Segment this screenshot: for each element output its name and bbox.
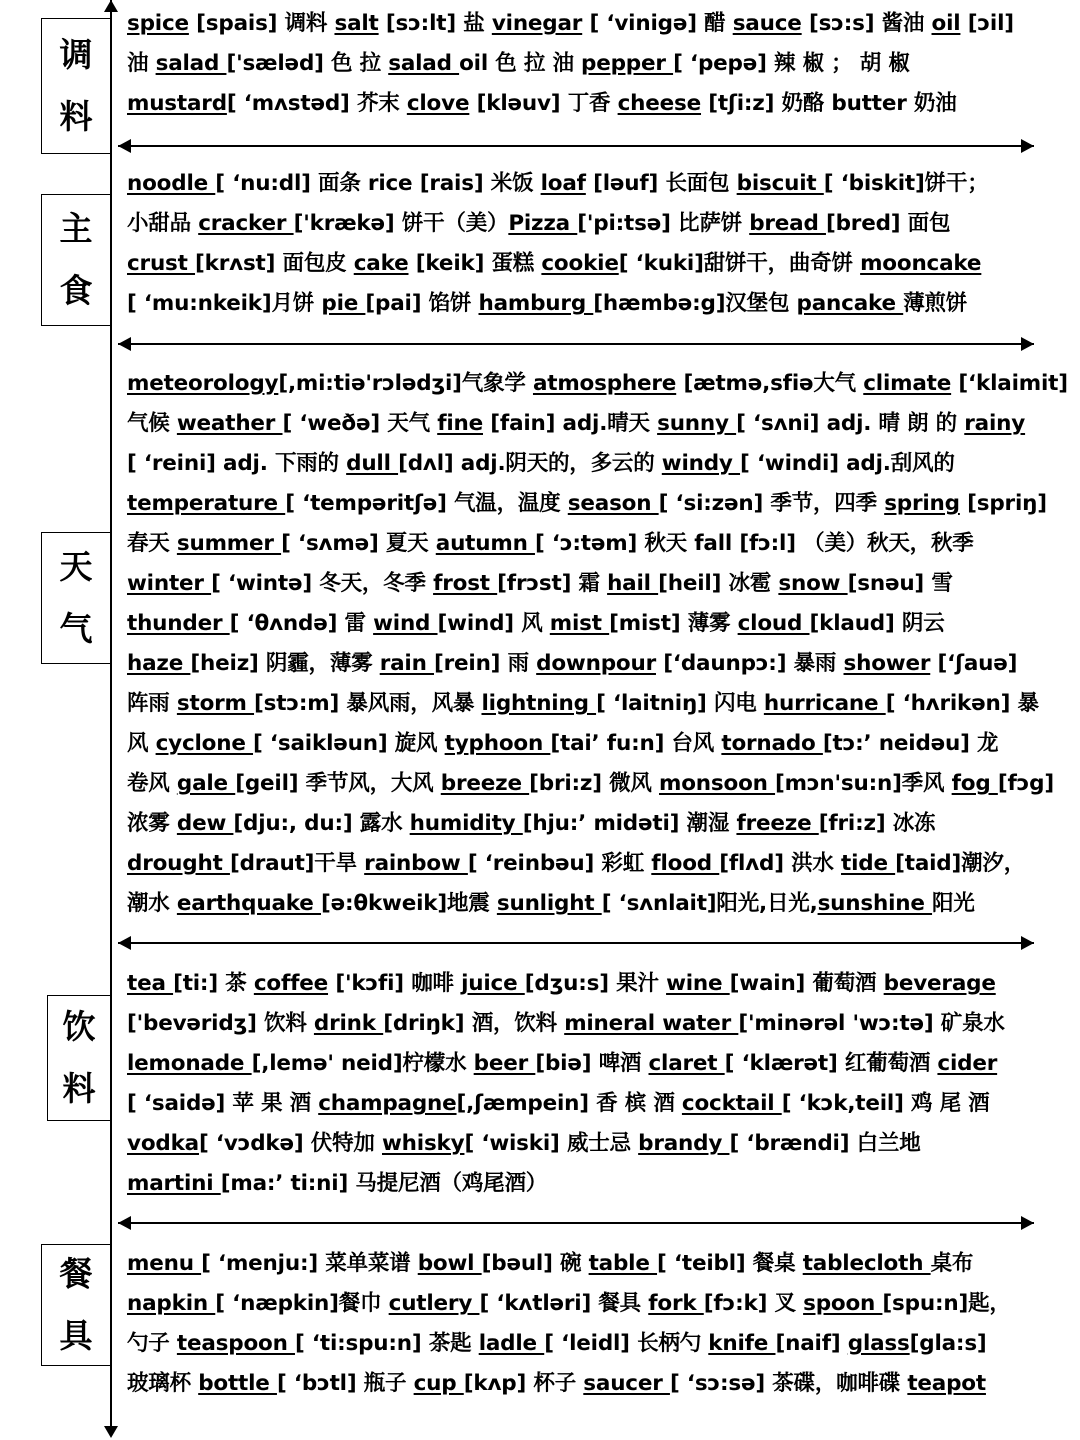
vocab-gloss: 勺子 [127, 1331, 177, 1356]
category-char: 饮 [62, 1007, 96, 1046]
vocab-line [127, 564, 1039, 604]
vocab-gloss: 阳光 [932, 891, 975, 916]
vocab-gloss: [kləuv] 丁香 [469, 91, 618, 116]
vocab-word: gale [176, 771, 236, 796]
section-staple-food [127, 164, 1039, 324]
vocab-line [127, 1124, 1039, 1164]
vocab-word: menu [127, 1251, 202, 1276]
vocab-line [127, 204, 1039, 244]
vocab-word: haze [127, 651, 191, 676]
vocab-line [127, 1084, 1039, 1124]
vocab-gloss: 阵雨 [127, 691, 177, 716]
vocab-gloss: [ ʻsaidə] 苹 果 酒 [127, 1091, 319, 1116]
vocab-gloss: [ ʻbɔtl] 瓶子 [276, 1371, 414, 1396]
vocab-gloss: [geil] 季节风，大风 [235, 771, 441, 796]
vocab-line [127, 844, 1039, 884]
vocab-gloss: [heiz] 阴霾，薄雾 [190, 651, 380, 676]
vocab-word: rainbow [364, 851, 468, 876]
vocab-gloss: [ ʻwintə] 冬天，冬季 [211, 571, 434, 596]
vocab-line [127, 364, 1068, 404]
vocab-gloss: [heil] 冰雹 [658, 571, 779, 596]
vocab-word: hurricane [763, 691, 886, 716]
vocab-word: bowl [417, 1251, 482, 1276]
vocab-gloss: [ ʻhʌrikən] 暴 [885, 691, 1039, 716]
vocab-word: salt [334, 11, 379, 36]
vocab-gloss: [bri:z] 微风 [529, 771, 660, 796]
vocab-word: summer [176, 531, 282, 556]
vocab-gloss: [ ʻklærət] 红葡萄酒 [724, 1051, 938, 1076]
vocab-gloss: [dʒu:s] 果汁 [524, 971, 667, 996]
vocab-gloss: [snəu] 雪 [847, 571, 953, 596]
vocab-gloss: [ ʻsɔ:sə] 茶碟，咖啡碟 [669, 1371, 908, 1396]
section-beverages [127, 964, 1039, 1204]
vocab-line [127, 84, 1039, 124]
vocab-gloss: 薄煎饼 [903, 291, 968, 316]
vocab-gloss: [gla:s] [909, 1331, 987, 1356]
vocab-word: climate [863, 371, 952, 396]
axis-arrow-down-icon [104, 1426, 118, 1438]
vocab-gloss: [ ʻtempəritʃə] 气温，温度 [285, 491, 568, 516]
vocab-gloss: [tʃi:z] 奶酪 butter 奶油 [701, 91, 957, 116]
vocab-gloss: [ ʻvinigə] 醋 [582, 11, 733, 36]
vocab-word: vinegar [491, 11, 583, 36]
vocab-gloss: [ ʻteibl] 餐桌 [657, 1251, 803, 1276]
vocab-gloss: [sɔ:lt] 盐 [378, 11, 492, 36]
vocab-word: wind [373, 611, 438, 636]
vocab-gloss: [bred] 面包 [825, 211, 951, 236]
category-label-staple-food [41, 194, 110, 326]
vocab-gloss: [ ʻmʌstəd] 芥末 [226, 91, 407, 116]
vocab-word: pancake [796, 291, 904, 316]
vocab-gloss: 小甜品 [127, 211, 199, 236]
vocab-gloss: [pai] 馅饼 [365, 291, 479, 316]
vocab-gloss: [ti:] 茶 [173, 971, 254, 996]
vocab-word: mist [549, 611, 610, 636]
vocab-gloss: [dju:, du:] 露水 [233, 811, 410, 836]
vocab-gloss: [flʌd] 洪水 [719, 851, 842, 876]
vocab-gloss: 风 [127, 731, 156, 756]
vocab-word: vodka [127, 1131, 199, 1156]
vocab-word: bottle [198, 1371, 277, 1396]
vocab-gloss: [tɔ:ʼ neidəu] 龙 [822, 731, 999, 756]
vocab-word: oil [931, 11, 961, 36]
vocab-gloss: [ ʻvɔdkə] 伏特加 [198, 1131, 382, 1156]
vocab-word: spring [884, 491, 960, 516]
section-seasoning [127, 4, 1039, 124]
vocab-word: cheese [617, 91, 702, 116]
category-char: 食 [59, 271, 93, 310]
vocab-line [127, 724, 1039, 764]
vocab-gloss: 春天 [127, 531, 177, 556]
vocab-gloss: [rein] 雨 [433, 651, 537, 676]
vocab-word: season [567, 491, 659, 516]
vocab-gloss: [mist] 薄雾 [609, 611, 738, 636]
vocab-gloss: [ma:ʼ ti:ni] 马提尼酒（鸡尾酒） [220, 1171, 548, 1196]
vocab-line [127, 404, 1039, 444]
vocab-word: cutlery [388, 1291, 480, 1316]
vocab-gloss: [,mi:tiə'rɔlədʒi]气象学 [278, 371, 533, 396]
vocab-word: cup [413, 1371, 464, 1396]
vocab-word: fork [648, 1291, 704, 1316]
category-label-seasoning [41, 18, 110, 154]
vocab-line [127, 1004, 1039, 1044]
vocab-word: dull [346, 451, 399, 476]
vocab-gloss: ['bevəridʒ] 饮料 [127, 1011, 314, 1036]
vocab-word: spoon [803, 1291, 883, 1316]
section-weather [127, 364, 1068, 924]
vocab-word: claret [648, 1051, 725, 1076]
vocab-gloss: [hæmbə:g]汉堡包 [593, 291, 797, 316]
vocab-word: cake [353, 251, 409, 276]
vocab-gloss: 潮水 [127, 891, 177, 916]
vocab-gloss: 卷风 [127, 771, 177, 796]
vocab-word: temperature [127, 491, 286, 516]
vocab-line [127, 1324, 1039, 1364]
category-label-beverages [47, 995, 110, 1121]
vocab-word: rainy [964, 411, 1026, 436]
vocab-line [127, 884, 1039, 924]
vocab-gloss: [wain] 葡萄酒 [729, 971, 884, 996]
vocab-gloss: [klaud] 阴云 [809, 611, 945, 636]
vocab-word: mooncake [860, 251, 982, 276]
vocab-word: beer [473, 1051, 536, 1076]
vocab-word: typhoon [444, 731, 551, 756]
vocab-gloss: [ ʻkʌtləri] 餐具 [479, 1291, 649, 1316]
vocab-gloss: [ ʻsaikləun] 旋风 [253, 731, 445, 756]
vocab-gloss: [ ʻmenju:] 菜单菜谱 [201, 1251, 418, 1276]
vocab-word: ladle [478, 1331, 545, 1356]
vocab-word: winter [127, 571, 212, 596]
vocab-gloss: [naif] [775, 1331, 848, 1356]
vocab-word: cider [937, 1051, 998, 1076]
vocab-gloss: ['krækə] 饼干（美） [293, 211, 509, 236]
vocab-gloss: [driŋk] 酒，饮料 [383, 1011, 565, 1036]
vocab-word: earthquake [176, 891, 321, 916]
vocab-gloss: [ ʻθʌndə] 雷 [229, 611, 374, 636]
vocab-word: loaf [540, 171, 586, 196]
vocab-gloss: [ ʻɔ:təm] 秋天 fall [fɔ:l] （美）秋天，秋季 [534, 531, 974, 556]
vocab-gloss: [ ʻsʌmə] 夏天 [281, 531, 436, 556]
vocab-word: noodle [127, 171, 216, 196]
vocab-word: clove [406, 91, 470, 116]
vocab-gloss: [spais] 调料 [188, 11, 335, 36]
vocab-word: cloud [737, 611, 810, 636]
category-char: 气 [59, 609, 93, 648]
vocab-gloss: [krʌst] 面包皮 [195, 251, 354, 276]
vocab-gloss: 气候 [127, 411, 177, 436]
vocab-gloss: [draut]干旱 [229, 851, 365, 876]
vocab-word: atmosphere [532, 371, 677, 396]
vocab-gloss: [ ʻweðə] 天气 [282, 411, 438, 436]
vocab-line [127, 484, 1047, 524]
vocab-gloss: ['minərəl 'wɔ:tə] 矿泉水 [738, 1011, 1005, 1036]
vocab-line [127, 164, 1039, 204]
vocab-word: whisky [382, 1131, 465, 1156]
vocab-word: bread [749, 211, 826, 236]
vocab-gloss: [kʌp] 杯子 [463, 1371, 584, 1396]
vocab-word: drink [313, 1011, 384, 1036]
vocab-gloss: [ ʻwiski] 威士忌 [464, 1131, 639, 1156]
vocab-gloss: [ʻklaimit] [951, 371, 1068, 396]
vocab-line [127, 1284, 1039, 1324]
vocab-gloss: 油 [127, 51, 156, 76]
vocab-word: biscuit [736, 171, 824, 196]
vocab-gloss: [stɔ:m] 暴风雨，风暴 [254, 691, 482, 716]
vocab-word: monsoon [659, 771, 776, 796]
section-tableware [127, 1244, 1039, 1404]
vocab-gloss: [ ʻleidl] 长柄勺 [544, 1331, 709, 1356]
vocab-word: salad [388, 51, 460, 76]
vocab-gloss: [ ʻsʌnlait]阳光,日光, [601, 891, 818, 916]
vocab-gloss: [ætmə,sfiə大气 [676, 371, 864, 396]
vocab-gloss: ['sæləd] 色 拉 [226, 51, 389, 76]
vertical-axis-line [110, 0, 112, 1428]
vocab-line [127, 644, 1039, 684]
section-divider-arrow [118, 139, 1034, 153]
vocab-gloss: [bəul] 碗 [481, 1251, 589, 1276]
vocab-word: beverage [883, 971, 996, 996]
vocab-line [127, 444, 1039, 484]
vocab-word: tablecloth [802, 1251, 931, 1276]
vocab-word: brandy [638, 1131, 730, 1156]
vocab-word: lemonade [127, 1051, 252, 1076]
vocab-word: sunshine [817, 891, 933, 916]
vocab-gloss: [taid]潮汐， [895, 851, 1026, 876]
vocab-line [127, 804, 1039, 844]
vocab-word: saucer [583, 1371, 670, 1396]
vocab-gloss: [ ʻbiskit]饼干； [823, 171, 989, 196]
category-char: 餐 [59, 1254, 93, 1293]
vocab-word: cracker [198, 211, 294, 236]
vocab-word: mineral water [564, 1011, 739, 1036]
vocab-gloss: ['pi:tsə] 比萨饼 [577, 211, 750, 236]
vocab-gloss: [ ʻmu:nkeik]月饼 [127, 291, 322, 316]
vocab-word: sunlight [496, 891, 602, 916]
vocab-gloss: [ ʻlaitniŋ] 闪电 [596, 691, 764, 716]
vocab-word: tea [127, 971, 174, 996]
vocab-word: wine [666, 971, 730, 996]
vocab-line [127, 964, 1039, 1004]
vocab-gloss: [ ʻsi:zən] 季节，四季 [658, 491, 885, 516]
vocab-word: freeze [736, 811, 819, 836]
vocab-word: teapot [907, 1371, 986, 1396]
vocab-word: lightning [481, 691, 597, 716]
vocab-word: Pizza [508, 211, 578, 236]
vocab-gloss: [ləuf] 长面包 [585, 171, 737, 196]
vocab-word: snow [778, 571, 848, 596]
vocab-word: autumn [435, 531, 535, 556]
vocab-gloss: [wind] 风 [437, 611, 550, 636]
vocab-word: shower [843, 651, 931, 676]
vocab-gloss: [ ʻreini] adj. 下雨的 [127, 451, 347, 476]
vocab-gloss: [fri:z] 冰冻 [818, 811, 936, 836]
vocab-gloss: [ ʻsʌni] adj. 晴 朗 的 [736, 411, 965, 436]
vocab-gloss: 桌布 [930, 1251, 974, 1276]
vocab-word: rain [379, 651, 434, 676]
vocab-gloss: [ʻdaunpɔ:] 暴雨 [655, 651, 844, 676]
section-divider-arrow [118, 936, 1034, 950]
vocab-word: salad [155, 51, 227, 76]
vocab-gloss: oil 色 拉 油 [459, 51, 582, 76]
vocab-gloss: [ ʻti:spu:n] 茶匙 [294, 1331, 479, 1356]
vocab-line [127, 284, 1039, 324]
vocab-word: flood [651, 851, 720, 876]
vocab-gloss: [taiʼ fu:n] 台风 [550, 731, 722, 756]
vocab-word: martini [127, 1171, 221, 1196]
vocab-word: pie [321, 291, 366, 316]
vocab-line [127, 4, 1039, 44]
vocab-word: crust [127, 251, 196, 276]
vocab-word: napkin [127, 1291, 216, 1316]
vocab-gloss: [ ʻkuki]甜饼干，曲奇饼 [618, 251, 861, 276]
vocab-word: downpour [536, 651, 656, 676]
vocab-line [127, 1044, 1039, 1084]
category-char: 料 [59, 97, 93, 136]
vocab-word: knife [708, 1331, 776, 1356]
vocab-word: drought [127, 851, 230, 876]
vocab-word: meteorology [127, 371, 279, 396]
vocab-word: cyclone [155, 731, 254, 756]
vocab-gloss: [keik] 蛋糕 [408, 251, 542, 276]
vocab-line [127, 764, 1054, 804]
vocab-gloss: 玻璃杯 [127, 1371, 199, 1396]
vocab-line [127, 1244, 1039, 1284]
vocab-line [127, 1364, 1039, 1404]
vocab-gloss: [ɔil] [960, 11, 1014, 36]
vocab-gloss: [fain] adj.晴天 [483, 411, 658, 436]
vocab-gloss: [fɔg] [997, 771, 1054, 796]
vocab-word: storm [176, 691, 255, 716]
vocab-line [127, 684, 1039, 724]
vocab-word: tide [841, 851, 896, 876]
vocab-word: juice [461, 971, 525, 996]
vocab-gloss: [spu:n]匙， [882, 1291, 1011, 1316]
vocab-gloss: [sɔ:s] 酱油 [801, 11, 932, 36]
category-char: 主 [59, 209, 93, 248]
vocab-gloss: [ʻʃauə] [930, 651, 1018, 676]
vocab-gloss: [ ʻnæpkin]餐巾 [215, 1291, 389, 1316]
vocab-word: champagne [318, 1091, 457, 1116]
vocab-word: hail [607, 571, 659, 596]
vocab-word: tornado [721, 731, 823, 756]
vocab-gloss: [,ʃæmpein] 香 槟 酒 [456, 1091, 682, 1116]
category-char: 料 [62, 1069, 96, 1108]
vocab-gloss: [dʌl] adj.阴天的，多云的 [398, 451, 662, 476]
category-char: 调 [59, 35, 93, 74]
category-label-weather [41, 532, 110, 664]
vocab-word: humidity [409, 811, 523, 836]
vocab-word: dew [176, 811, 234, 836]
vocab-word: sunny [657, 411, 737, 436]
vocab-gloss: [frɔst] 霜 [497, 571, 608, 596]
vocab-gloss: [ə:θkweik]地震 [320, 891, 497, 916]
vocab-word: cocktail [681, 1091, 782, 1116]
vocab-gloss: [ ʻkɔk,teil] 鸡 尾 酒 [781, 1091, 990, 1116]
axis-arrow-up-icon [104, 0, 118, 12]
vocab-gloss: [hju:ʼ midəti] 潮湿 [522, 811, 737, 836]
vocab-word: cookie [541, 251, 619, 276]
category-char: 天 [59, 547, 93, 586]
vocab-word: fog [951, 771, 998, 796]
vocab-word: fine [437, 411, 483, 436]
vocab-word: sauce [732, 11, 802, 36]
vocab-gloss: [,lemə' neid]柠檬水 [251, 1051, 474, 1076]
vocab-word: spice [127, 11, 189, 36]
vocab-line [127, 604, 1039, 644]
section-divider-arrow [118, 1216, 1034, 1230]
vocab-line [127, 524, 1039, 564]
vocab-word: table [588, 1251, 658, 1276]
vocab-gloss: [ ʻnu:dl] 面条 rice [rais] 米饭 [215, 171, 541, 196]
vocab-gloss: [biə] 啤酒 [535, 1051, 649, 1076]
section-divider-arrow [118, 337, 1034, 351]
vocab-gloss: [mɔn'su:n]季风 [775, 771, 952, 796]
vocab-word: glass [847, 1331, 910, 1356]
vocab-gloss: [ ʻbrændi] 白兰地 [729, 1131, 921, 1156]
vocab-gloss: [ ʻwindi] adj.刮风的 [740, 451, 955, 476]
vocab-gloss: [ ʻpepə] 辣 椒 ； 胡 椒 [673, 51, 910, 76]
category-char: 具 [59, 1316, 93, 1355]
vocab-word: mustard [127, 91, 227, 116]
category-label-tableware [41, 1244, 110, 1366]
vocab-gloss: ['kɔfi] 咖啡 [328, 971, 462, 996]
vocab-gloss: [ ʻreinbəu] 彩虹 [467, 851, 652, 876]
vocab-word: pepper [581, 51, 674, 76]
vocab-line [127, 44, 1039, 84]
vocab-word: breeze [440, 771, 530, 796]
vocab-word: weather [176, 411, 283, 436]
vocab-word: windy [661, 451, 741, 476]
vocab-line [127, 244, 1039, 284]
vocab-word: teaspoon [176, 1331, 295, 1356]
vocab-gloss: 浓雾 [127, 811, 177, 836]
vocab-word: hamburg [478, 291, 594, 316]
vocab-word: thunder [127, 611, 230, 636]
vocab-word: coffee [253, 971, 329, 996]
vocab-gloss: [fɔ:k] 叉 [703, 1291, 804, 1316]
vocab-word: frost [433, 571, 498, 596]
vocab-line [127, 1164, 1039, 1204]
vocab-gloss: [spriŋ] [959, 491, 1047, 516]
